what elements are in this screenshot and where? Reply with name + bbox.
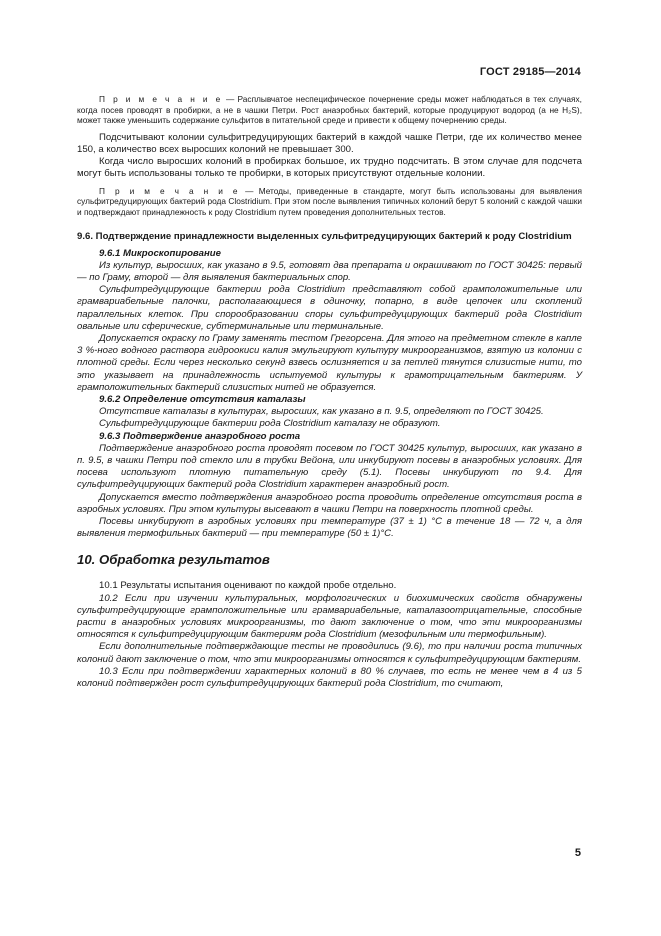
- page-number: 5: [574, 847, 581, 859]
- paragraph-tubes: Когда число выросших колоний в пробирках большое, их трудно подсчитать. В этом случае для подсчета могут быть использованы только те пробирки, в которых присутствуют отдельные колонии.: [77, 156, 582, 180]
- paragraph-9-6-2-b: Сульфитредуцирующие бактерии рода Clostridium каталазу не образуют.: [99, 418, 441, 430]
- section-9-6-1-heading: 9.6.1 Микроскопирование: [99, 247, 221, 259]
- paragraph-10-2: 10.2 Если при изучении культуральных, морфологических и биохимических свойств обнаружены сульфитредуцирующие грамположительные или грамвариабельные, каталазоотрицательные, способные расти в анаэробных условиях микроорганизмы, то дают заключение о том, что эти микроорганизмы относятся к сульфитредуцирующим бактериям рода Clostridium (мезофильным или термофильным).: [77, 592, 582, 641]
- section-9-6-3-heading: 9.6.3 Подтверждение анаэробного роста: [99, 430, 301, 442]
- note-2-text: — Методы, приведенные в стандарте, могут быть использованы для выявления сульфитредуцирующих бактерий рода Clostridium. При этом после выявления типичных колоний берут 5 колоний с каждой чашки и подтверждают принадлежность к роду Clostridium путем проведения дополнительных тестов.: [77, 185, 582, 217]
- paragraph-count-colonies: Подсчитывают колонии сульфитредуцирующих бактерий в каждой чашке Петри, где их количество менее 150, а количество всех выросших колоний не превышает 300.: [77, 131, 582, 155]
- note-2-label: П р и м е ч а н и е: [99, 185, 240, 196]
- paragraph-9-6-1-b: Сульфитредуцирующие бактерии рода Clostridium представляют собой грамположительные или грамвариабельные палочки, располагающиеся в одиночку, попарно, в виде цепочек или скоплений параллельных клеток. При спорообразовании споры сульфитредуцирующих бактерий рода Clostridium овальные или сферические, субтерминальные или терминальные.: [77, 284, 582, 332]
- paragraph-10-2-b: Если дополнительные подтверждающие тесты не проводились (9.6), то при наличии роста типичных колоний дают заключение о том, что эти микроорганизмы относятся к сульфитредуцирующим бактериям.: [77, 641, 582, 665]
- paragraph-10-3: 10.3 Если при подтверждении характерных колоний в 80 % случаев, то есть не менее чем в 4 из 5 колоний подтвержден рост сульфитредуцирующих бактерий рода Clostridium, то считают,: [77, 665, 582, 690]
- paragraph-10-1: 10.1 Результаты испытания оценивают по каждой пробе отдельно.: [99, 580, 397, 592]
- paragraph-9-6-2-a: Отсутствие каталазы в культурах, выросших, как указано в п. 9.5, определяют по ГОСТ 30425.: [99, 406, 544, 418]
- paragraph-9-6-1-c: Допускается окраску по Граму заменять тестом Грегорсена. Для этого на предметном стекле в капле 3 %-ного водного раствора гидроокиси калия эмульгируют культуру микроорганизмов, взятую из колонии с плотной среды. Если через несколько секунд взвесь ослизняется и за петлей тянутся слизистые нити, то это указывает на принадлежность испытуемой культуры к грамотрицательным бактериям. У грамположительных бактерий слизистых нитей не образуется.: [77, 333, 582, 393]
- paragraph-9-6-3-a: Подтверждение анаэробного роста проводят посевом по ГОСТ 30425 культур, выросших, как указано в п. 9.5, в чашки Петри под стекло или в трубки Вейона, или инкубируют посевы в анаэробных условиях. Для посева используют плотную питательную среду (5.1). Посевы инкубируют по 9.4. Для сульфитредуцирующих бактерий рода Clostridium характерен анаэробный рост.: [77, 442, 582, 491]
- section-9-6-2-heading: 9.6.2 Определение отсутствия каталазы: [99, 394, 306, 406]
- paragraph-9-6-1-a: Из культур, выросших, как указано в 9.5, готовят два препарата и окрашивают по ГОСТ 30425: первый — по Граму, второй — для выявления бактериальных спор.: [77, 259, 582, 283]
- standard-header: ГОСТ 29185—2014: [479, 66, 581, 78]
- paragraph-9-6-3-c: Посевы инкубируют в аэробных условиях при температуре (37 ± 1) °С в течение 18 — 72 ч, а для выявления термофильных бактерий — при температуре (50 ± 1)°С.: [77, 516, 582, 540]
- note-2: [77, 186, 582, 218]
- note-1-label: П р и м е ч а н и е: [99, 94, 223, 104]
- page-content: [77, 94, 582, 690]
- section-9-6-heading: 9.6. Подтверждение принадлежности выделенных сульфитредуцирующих бактерий к роду Clostridium: [77, 231, 572, 243]
- note-1: [77, 94, 582, 126]
- section-10-heading: 10. Обработка результатов: [77, 552, 270, 568]
- note-1-text: — Расплывчатое неспецифическое почернение среды может наблюдаться в тех случаях, когда посев проводят в пробирки, а не в чашки Петри. Рост анаэробных бактерий, которые продуцируют водород (а не H₂S), может также уменьшить содержание сульфитов в питательной среде и привести к общему почернению среды.: [77, 94, 582, 126]
- paragraph-9-6-3-b: Допускается вместо подтверждения анаэробного роста проводить определение отсутствия роста в аэробных условиях. При этом культуры высевают в чашки Петри на поверхность плотной среды.: [77, 491, 582, 515]
